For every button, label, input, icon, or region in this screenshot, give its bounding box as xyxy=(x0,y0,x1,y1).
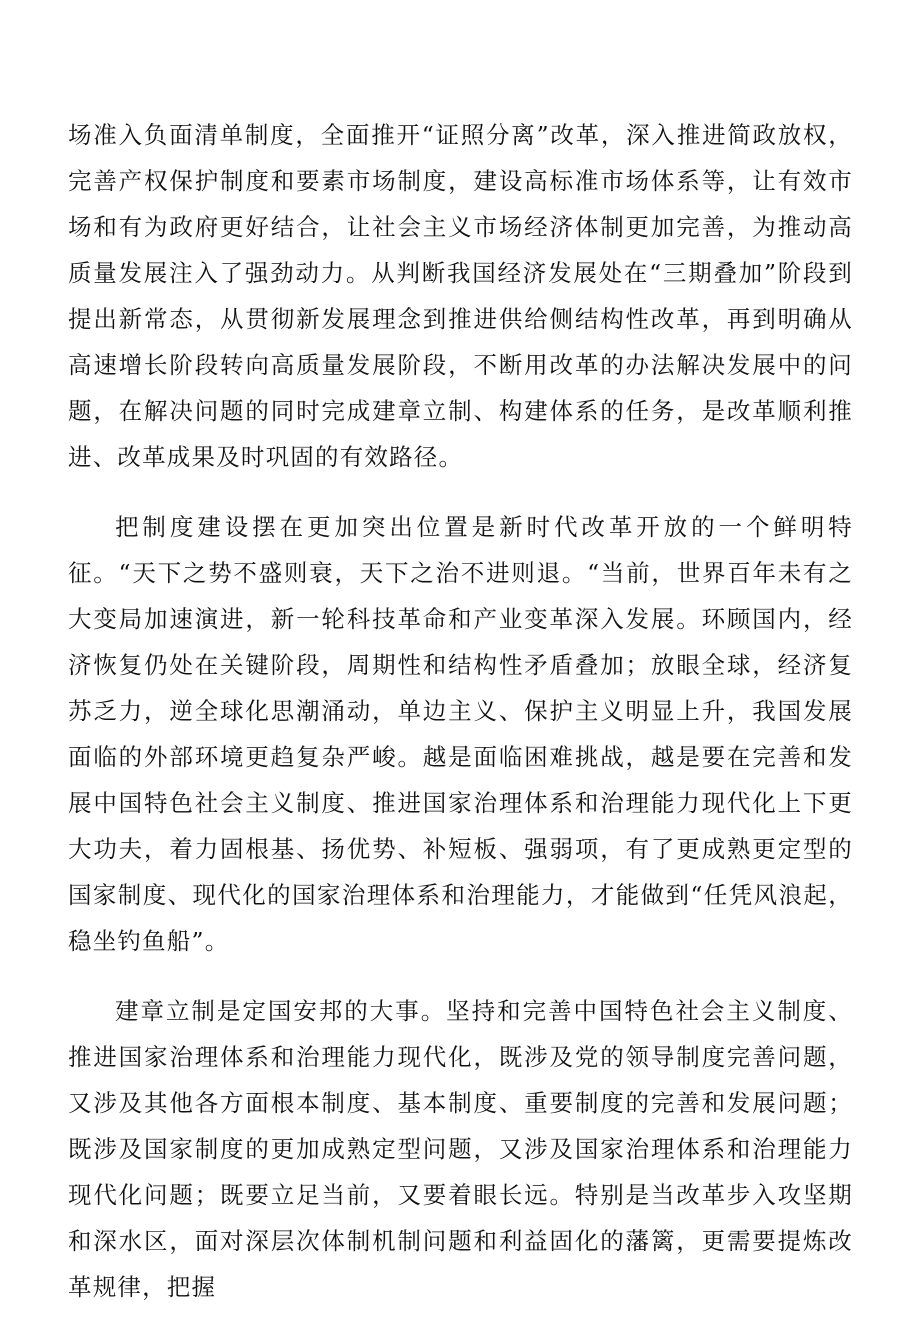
paragraph-1: 场准入负面清单制度，全面推开“证照分离”改革，深入推进简政放权，完善产权保护制度和要素市场制度，建设高标准市场体系等，让有效市场和有为政府更好结合，让社会主义市场经济体制更加完善，为推动高质量发展注入了强劲动力。从判断我国经济发展处在“三期叠加”阶段到提出新常态，从贯彻新发展理念到推进供给侧结构性改革，再到明确从高速增长阶段转向高质量发展阶段，不断用改革的办法解决发展中的问题，在解决问题的同时完成建章立制、构建体系的任务，是改革顺利推进、改革成果及时巩固的有效路径。 xyxy=(68,121,853,471)
document-page xyxy=(68,112,853,1334)
paragraph-2: 把制度建设摆在更加突出位置是新时代改革开放的一个鲜明特征。“天下之势不盛则衰，天下之治不进则退。“当前，世界百年未有之大变局加速演进，新一轮科技革命和产业变革深入发展。环顾国内，经济恢复仍处在关键阶段，周期性和结构性矛盾叠加；放眼全球，经济复苏乏力，逆全球化思潮涌动，单边主义、保护主义明显上升，我国发展面临的外部环境更趋复杂严峻。越是面临困难挑战，越是要在完善和发展中国特色社会主义制度、推进国家治理体系和治理能力现代化上下更大功夫，着力固根基、扬优势、补短板、强弱项，有了更成熟更定型的国家制度、现代化的国家治理体系和治理能力，才能做到“任凭风浪起，稳坐钓鱼船”。 xyxy=(68,513,853,955)
paragraph-3: 建章立制是定国安邦的大事。坚持和完善中国特色社会主义制度、推进国家治理体系和治理能力现代化，既涉及党的领导制度完善问题，又涉及其他各方面根本制度、基本制度、重要制度的完善和发展问题；既涉及国家制度的更加成熟定型问题，又涉及国家治理体系和治理能力现代化问题；既要立足当前，又要着眼长远。特别是当改革步入攻坚期和深水区，面对深层次体制机制问题和利益固化的藩篱，更需要提炼改革规律，把握 xyxy=(68,997,853,1301)
